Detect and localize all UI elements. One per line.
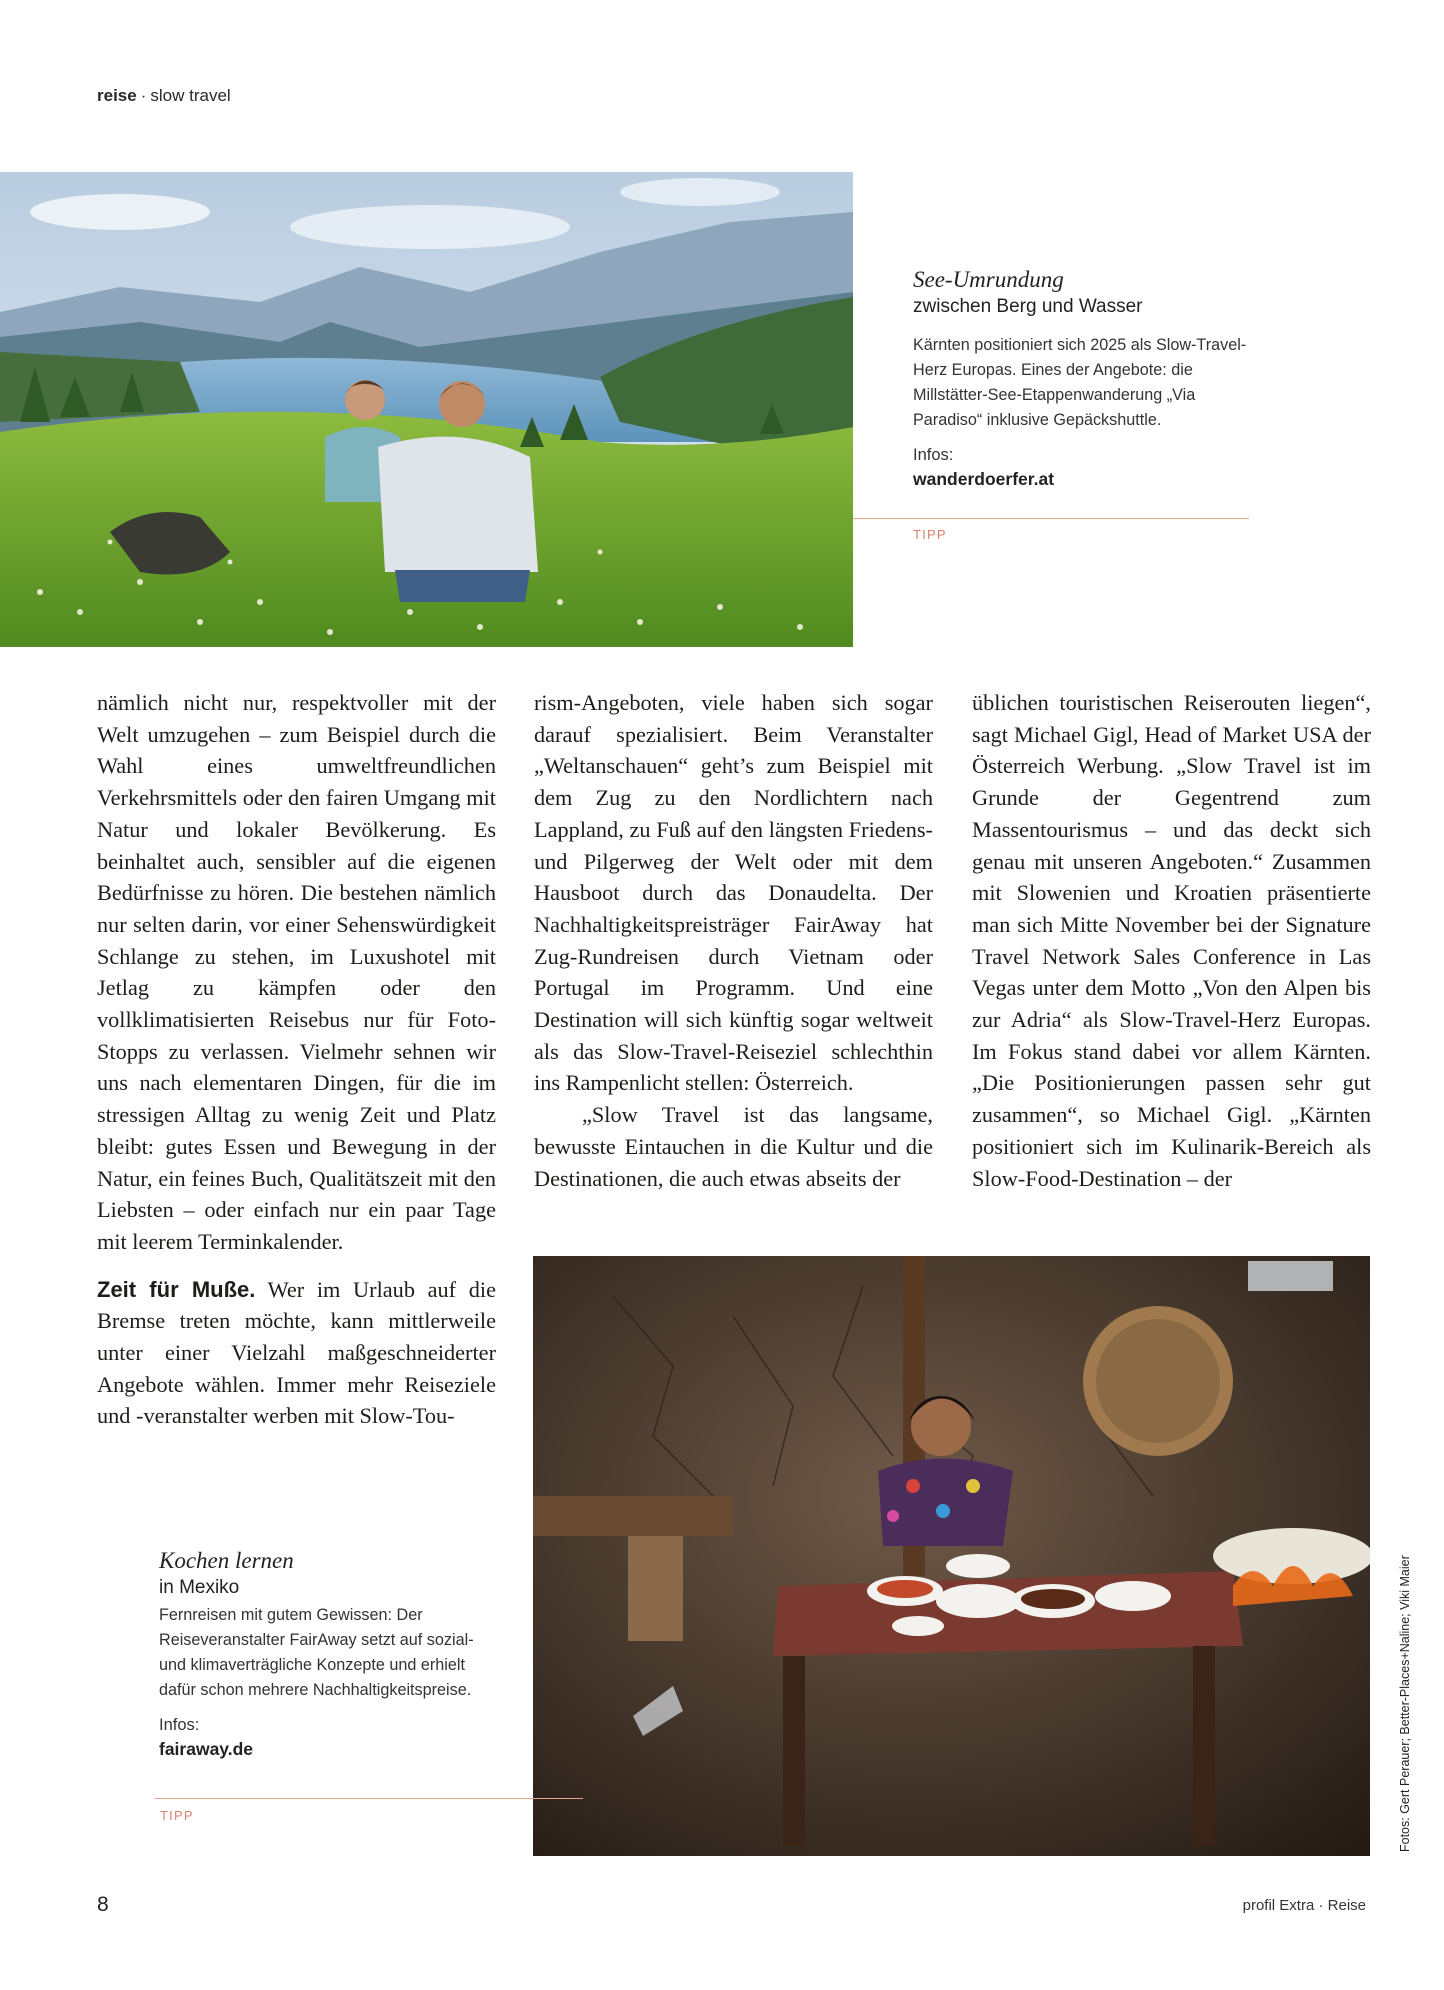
section-header	[97, 86, 231, 106]
section-label: reise	[97, 86, 137, 105]
tip-box-mexico	[159, 1547, 499, 1761]
paragraph: üblichen touristischen Reiserouten liegen“, sagt Michael Gigl, Head of Market USA der Österreich Werbung. „Slow Travel ist im Grunde der Gegentrend zum Massentourismus – und das deckt sich genau mit unseren Angeboten.“ Zusammen mit Slowenien und Kroatien präsentierte man sich Mitte November bei der Signature Travel Network Sales Conference in Las Vegas unter dem Motto „Von den Alpen bis zur Adria“ als Slow-Travel-Herz Europas. Im Fokus stand dabei vor allem Kärnten. „Die Positionierungen passen sehr gut zusammen“, so Michael Gigl. „Kärnten positioniert sich im Kulinarik-Bereich als Slow-Food-Destination – der	[972, 690, 1371, 1191]
tip-divider	[853, 518, 1249, 519]
article-column-2	[534, 687, 933, 1194]
tip-infos-label: Infos:	[159, 1716, 200, 1734]
paragraph: „Slow Travel ist das langsame, bewusste Eintauchen in die Kultur und die Destinationen, die auch etwas abseits der	[534, 1102, 933, 1191]
paragraph	[97, 1274, 496, 1433]
subsection-label: slow travel	[150, 86, 231, 105]
article-column-1	[97, 687, 496, 1432]
tip-kicker: See-Umrundung	[913, 267, 1064, 292]
page-number: 8	[97, 1893, 109, 1916]
tip-box-lake	[913, 266, 1253, 491]
tip-link[interactable]: wanderdoerfer.at	[913, 469, 1055, 489]
tip-body: Kärnten positioniert sich 2025 als Slow-Travel-Herz Europas. Eines der Angebote: die Millstätter-See-Etappenwanderung „Via Paradiso“ inklusive Gepäckshuttle.	[913, 336, 1247, 429]
header-separator: ·	[140, 86, 147, 105]
photo-credit: Fotos: Gert Perauer; Better-Places+Naline; Viki Maier	[1398, 1555, 1412, 1852]
tip-link[interactable]: fairaway.de	[159, 1739, 254, 1759]
cooking-photo	[533, 1256, 1370, 1856]
tip-tag: TIPP	[913, 527, 947, 542]
paragraph-text: Wer im Urlaub auf die Bremse treten möchte, kann mittlerweile unter einer Vielzahl maßgeschneiderter Angebote wählen. Immer mehr Reiseziele und -veranstalter werben mit Slow-Tou-	[97, 1276, 496, 1429]
tip-subtitle: in Mexiko	[159, 1577, 240, 1598]
publication-footer: profil Extra · Reise	[1242, 1897, 1366, 1914]
tip-tag: TIPP	[160, 1808, 194, 1823]
tip-divider	[155, 1798, 583, 1799]
paragraph: rism-Angeboten, viele haben sich sogar darauf spezialisiert. Beim Veranstalter „Weltanschauen“ geht’s zum Beispiel mit dem Zug zu den Nordlichtern nach Lappland, zu Fuß auf den längsten Friedens- und Pilgerweg der Welt oder mit dem Hausboot durch das Donaudelta. Der Nachhaltigkeitspreisträger FairAway hat Zug-Rundreisen durch Vietnam oder Portugal im Programm. Und eine Destination will sich künftig sogar weltweit als das Slow-Travel-Reiseziel schlechthin ins Rampenlicht stellen: Österreich.	[534, 690, 933, 1096]
tip-subtitle: zwischen Berg und Wasser	[913, 296, 1143, 317]
tip-infos-label: Infos:	[913, 446, 954, 464]
tip-body: Fernreisen mit gutem Gewissen: Der Reiseveranstalter FairAway setzt auf sozial- und klimaverträgliche Konzepte und erhielt dafür schon mehrere Nachhaltigkeitspreise.	[159, 1606, 474, 1699]
lake-photo	[0, 172, 853, 647]
paragraph: nämlich nicht nur, respektvoller mit der Welt umzugehen – zum Beispiel durch die Wahl eines umweltfreundlichen Verkehrsmittels oder den fairen Umgang mit Natur und lokaler Bevölkerung. Es beinhaltet auch, sensibler auf die eigenen Bedürfnisse zu hören. Die bestehen nämlich nur selten darin, vor einer Sehenswürdigkeit Schlange zu stehen, im Luxushotel mit Jetlag zu kämpfen oder den vollklimatisierten Reisebus nur für Foto-Stopps zu verlassen. Vielmehr sehnen wir uns nach elementaren Dingen, für die im stressigen Alltag zu wenig Zeit und Platz bleibt: gutes Essen und Bewegung in der Natur, ein feines Buch, Qualitätszeit mit den Liebsten – oder einfach nur ein paar Tage mit leerem Terminkalender.	[97, 690, 496, 1254]
article-column-3	[972, 687, 1371, 1194]
tip-kicker: Kochen lernen	[159, 1548, 294, 1573]
section-lead: Zeit für Muße.	[97, 1276, 256, 1302]
